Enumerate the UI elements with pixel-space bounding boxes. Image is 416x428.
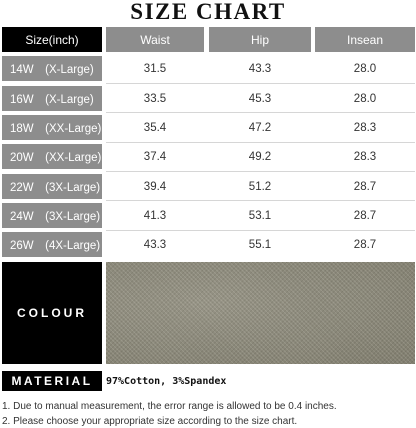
waist-cell: 41.3 bbox=[143, 209, 167, 222]
size-cell: 20W (XX-Large) bbox=[2, 144, 102, 169]
page-title: SIZE CHART bbox=[130, 0, 286, 24]
row-divider bbox=[106, 171, 415, 172]
size-cell: 16W (X-Large) bbox=[2, 86, 102, 111]
hip-cell: 51.2 bbox=[248, 180, 272, 193]
note-line-1: 1. Due to manual measurement, the error range is allowed to be 0.4 inches. bbox=[2, 401, 337, 412]
row-divider bbox=[106, 200, 415, 201]
size-cell: 26W (4X-Large) bbox=[2, 232, 102, 257]
header-hip: Hip bbox=[209, 27, 311, 52]
colour-label: COLOUR bbox=[2, 262, 102, 364]
row-divider bbox=[106, 83, 415, 84]
hip-cell: 55.1 bbox=[248, 238, 272, 251]
header-waist: Waist bbox=[106, 27, 204, 52]
size-cell: 22W (3X-Large) bbox=[2, 174, 102, 199]
header-size: Size(inch) bbox=[2, 27, 102, 52]
waist-cell: 39.4 bbox=[143, 180, 167, 193]
waist-cell: 31.5 bbox=[143, 62, 167, 75]
colour-swatch bbox=[106, 262, 415, 364]
row-divider bbox=[106, 112, 415, 113]
hip-cell: 53.1 bbox=[248, 209, 272, 222]
hip-cell: 45.3 bbox=[248, 92, 272, 105]
material-value: 97%Cotton, 3%Spandex bbox=[106, 375, 227, 387]
row-divider bbox=[106, 142, 415, 143]
hip-cell: 43.3 bbox=[248, 62, 272, 75]
insean-cell: 28.3 bbox=[353, 121, 377, 134]
waist-cell: 37.4 bbox=[143, 150, 167, 163]
hip-cell: 49.2 bbox=[248, 150, 272, 163]
insean-cell: 28.7 bbox=[353, 180, 377, 193]
hip-cell: 47.2 bbox=[248, 121, 272, 134]
insean-cell: 28.0 bbox=[353, 92, 377, 105]
material-label: MATERIAL bbox=[2, 371, 102, 391]
size-cell: 18W (XX-Large) bbox=[2, 115, 102, 140]
waist-cell: 33.5 bbox=[143, 92, 167, 105]
row-divider bbox=[106, 230, 415, 231]
header-insean: Insean bbox=[315, 27, 415, 52]
insean-cell: 28.7 bbox=[353, 209, 377, 222]
note-line-2: 2. Please choose your appropriate size according to the size chart. bbox=[2, 416, 298, 427]
insean-cell: 28.3 bbox=[353, 150, 377, 163]
waist-cell: 43.3 bbox=[143, 238, 167, 251]
waist-cell: 35.4 bbox=[143, 121, 167, 134]
size-cell: 14W (X-Large) bbox=[2, 56, 102, 81]
insean-cell: 28.7 bbox=[353, 238, 377, 251]
insean-cell: 28.0 bbox=[353, 62, 377, 75]
size-cell: 24W (3X-Large) bbox=[2, 203, 102, 228]
